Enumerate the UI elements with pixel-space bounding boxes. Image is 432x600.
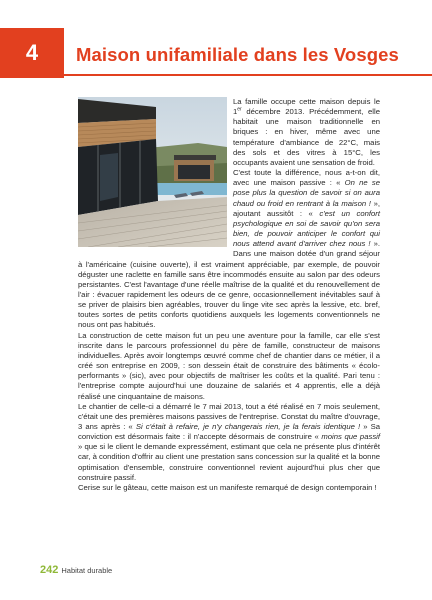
paragraph-text: », ajoutant aussitôt : « xyxy=(233,198,380,218)
page-number: 242 xyxy=(40,564,59,576)
page-footer xyxy=(40,564,112,576)
paragraph-text: » que si le client le demande expressément, estimant que cela ne présente plus d'intérêt car, à condition d'offrir au client une prestation sans concession sur la qualité et la bonne optimisation d'ensemble, construire conventionnel revient aujourd'hui plus cher que construire passif. xyxy=(78,442,380,482)
paragraph-text: La construction de cette maison fut un peu une aventure pour la famille, car elle s'est inscrite dans le parcours professionnel du père de famille, constructeur de maisons individuelles. Après avoir longtemps œuvré comme chef de chantier dans ce métier, il a créé son entreprise en 2009, : son dessein était de construire des bâtiments « écolo-performants » (sic), avec pour objectifs de maîtriser les coûts et la qualité. Pari tenu : l'entreprise compte aujourd'hui une douzaine de salariés et 4 apprentis, elle a déjà réalisé une cinquantaine de maisons. xyxy=(78,330,380,401)
paragraph-text: C'est toute la différence, nous a-t-on dit, avec une maison passive : « xyxy=(233,168,380,188)
paragraph-text: » Sa conviction est désormais faite : il n'accepte désormais de construire « xyxy=(78,422,381,442)
ordinal-suffix: er xyxy=(237,106,242,113)
footer-label: Habitat durable xyxy=(61,566,113,575)
chapter-number-box xyxy=(0,28,64,78)
page-title: Maison unifamiliale dans les Vosges xyxy=(76,44,399,65)
chapter-number: 4 xyxy=(25,40,39,65)
quote-text: On ne se pose plus la question de savoir si on aura chaud ou froid en rentrant à la maison ! xyxy=(233,178,381,208)
paragraph-3 xyxy=(78,331,380,402)
paragraph-5 xyxy=(78,483,380,493)
house-photo xyxy=(78,97,227,247)
paragraph-text: Cerise sur le gâteau, cette maison est un manifeste remarqué de design contemporain ! xyxy=(78,482,377,492)
quote-text: Si c'était à refaire, je n'y changerais rien, je la ferais identique ! xyxy=(135,422,361,431)
quote-text: c'est un confort psychologique en soi de savoir qu'on sera bien, de pouvoir anticiper le confort qui nous attend avant d'arriver chez nous ! xyxy=(233,208,380,249)
paragraph-text: décembre 2013. Précédemment, elle habitait une maison traditionnelle en briques : en hiver, même avec une température d'ambiance de 22°C, mais des sols et des vitres à 15°C, les occupants avaient une sensation de froid. xyxy=(233,107,380,167)
quote-text: moins que passif xyxy=(321,432,381,442)
paragraph-4 xyxy=(78,402,380,483)
paragraph-text: ». Dans une maison dotée d'un grand séjour à l'américaine (cuisine ouverte), il est vraiment appréciable, par exemple, de pouvoir déguster une raclette en famille sans être incommodés ensuite au salon par des odeurs persistantes. C'est l'avantage d'une réelle maîtrise de la qualité et du renouvellement de l'air : évacuer rapidement les odeurs de ce genre, occasionnellement inévitables sauf à se priver de plaisirs bien agréables, trouver du linge vite sec après la lessive, etc. bref, toutes sortes de petits conforts quotidiens auxquels les logements conventionnels ne nous ont pas habitués. xyxy=(78,239,380,330)
article-body xyxy=(78,97,380,493)
title-underline xyxy=(64,74,432,76)
paragraph-text: La famille occupe cette maison depuis le 1 xyxy=(233,97,380,117)
paragraph-text: Le chantier de celle-ci a démarré le 7 mai 2013, tout a été réalisé en 7 mois seulement, c'était une des premières maisons passives de l'entreprise. Constat du maître d'ouvrage, 3 ans après : « xyxy=(78,401,380,431)
